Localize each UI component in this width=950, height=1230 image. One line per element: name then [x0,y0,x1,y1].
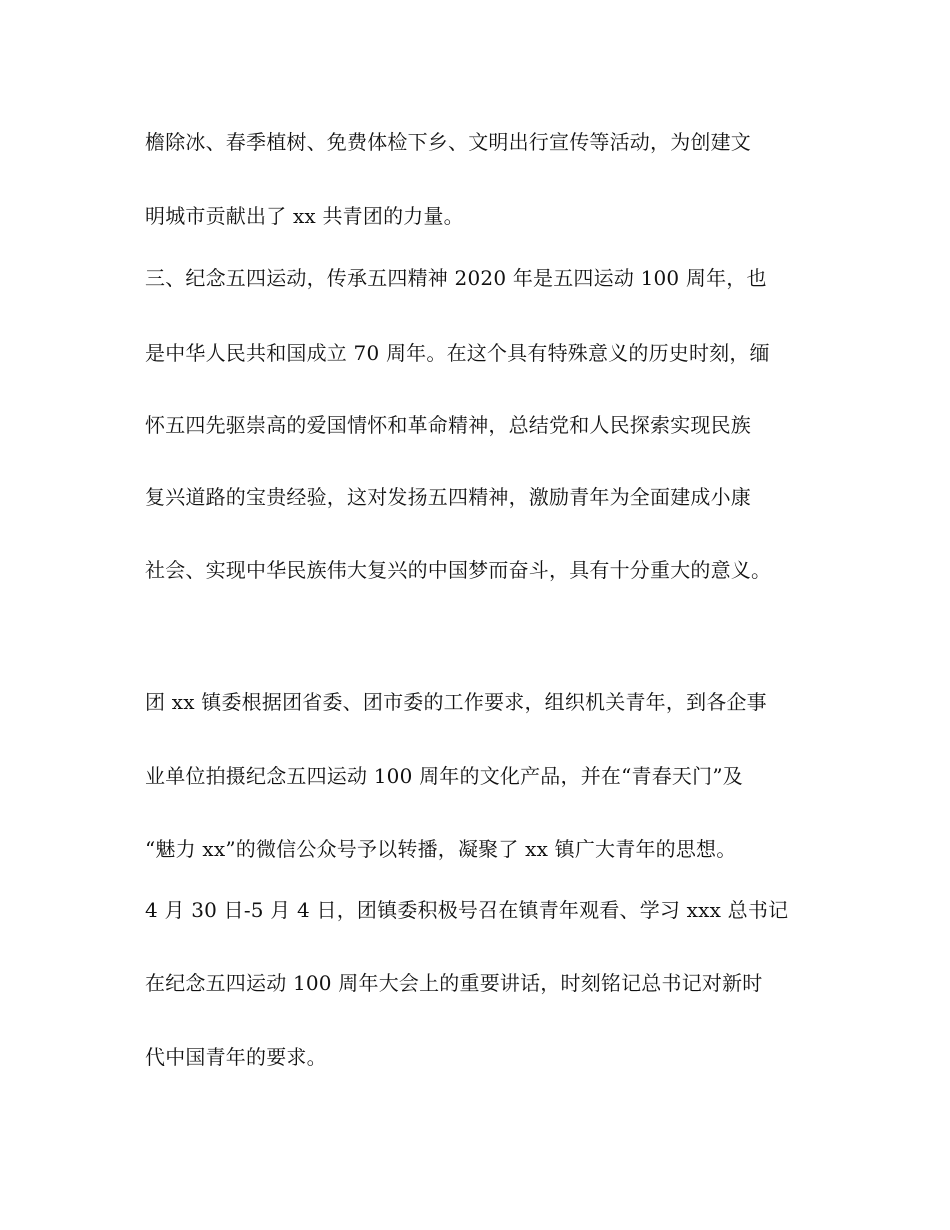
text-line-4: 是中华人民共和国成立 70 周年。在这个具有特殊意义的历史时刻，缅 [145,341,770,365]
text-line-3: 三、纪念五四运动，传承五四精神 2020 年是五四运动 100 周年，也 [145,266,767,290]
text-line-10: “魅力 xx”的微信公众号予以转播，凝聚了 xx 镇广大青年的思想。 [145,837,737,861]
text-line-6: 复兴道路的宝贵经验，这对发扬五四精神，激励青年为全面建成小康 [145,485,751,509]
text-line-7: 社会、实现中华民族伟大复兴的中国梦而奋斗，具有十分重大的意义。 [145,558,772,582]
text-line-9: 业单位拍摄纪念五四运动 100 周年的文化产品，并在“青春天门”及 [145,764,743,788]
text-line-13: 代中国青年的要求。 [145,1045,327,1069]
text-line-5: 怀五四先驱崇高的爱国情怀和革命精神，总结党和人民探索实现民族 [145,413,751,437]
text-line-1: 檐除冰、春季植树、免费体检下乡、文明出行宣传等活动，为创建文 [145,130,751,154]
text-line-8: 团 xx 镇委根据团省委、团市委的工作要求，组织机关青年，到各企事 [145,690,767,714]
text-line-11: 4 月 30 日-5 月 4 日，团镇委积极号召在镇青年观看、学习 xxx 总书记 [145,898,789,922]
text-line-12: 在纪念五四运动 100 周年大会上的重要讲话，时刻铭记总书记对新时 [145,971,763,995]
text-line-2: 明城市贡献出了 xx 共青团的力量。 [145,204,464,228]
